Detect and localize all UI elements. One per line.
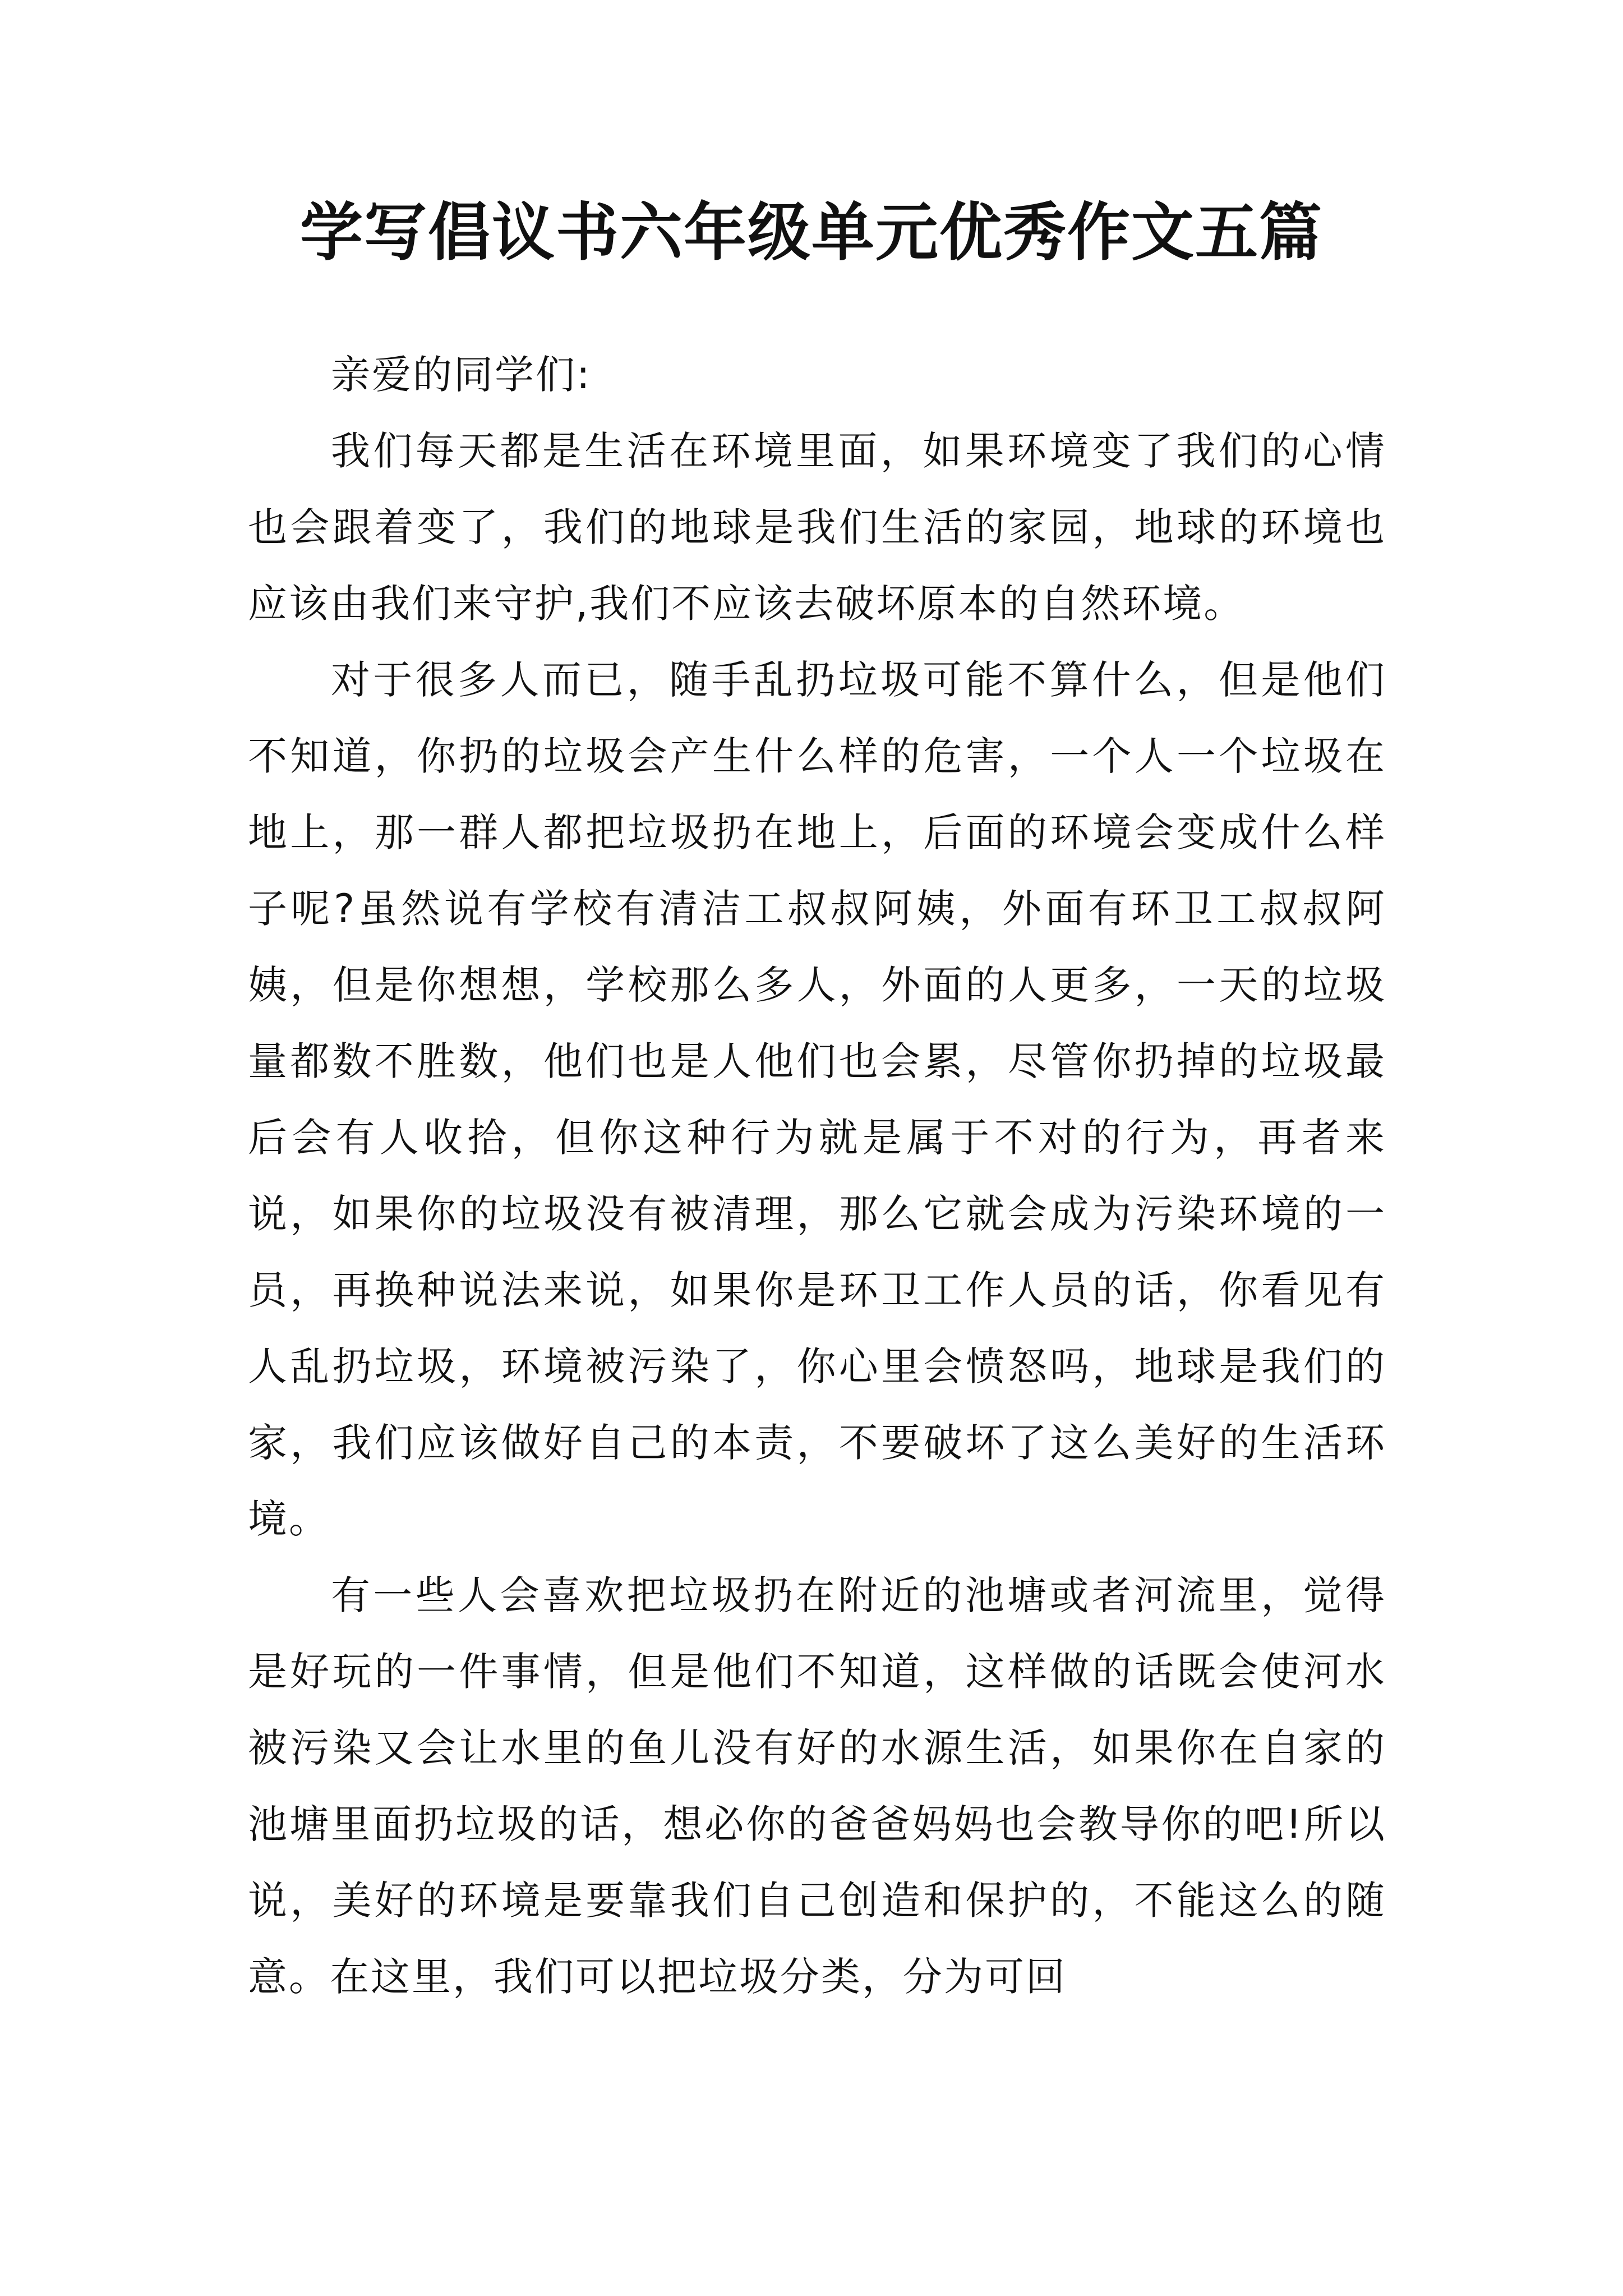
salutation: 亲爱的同学们: <box>331 352 592 398</box>
document-body <box>248 337 1386 2015</box>
document-title: 学写倡议书六年级单元优秀作文五篇 <box>300 196 1323 269</box>
paragraph-2: 对于很多人而已，随手乱扔垃圾可能不算什么，但是他们不知道，你扔的垃圾会产生什么样的危害，一个人一个垃圾在地上，那一群人都把垃圾扔在地上，后面的环境会变成什么样子呢?虽然说有学校有清洁工叔叔阿姨，外面有环卫工叔叔阿姨，但是你想想，学校那么多人，外面的人更多，一天的垃圾量都数不胜数，他们也是人他们也会累，尽管你扔掉的垃圾最后会有人收拾，但你这种行为就是属于不对的行为，再者来说，如果你的垃圾没有被清理，那么它就会成为污染环境的一员，再换种说法来说，如果你是环卫工作人员的话，你看见有人乱扔垃圾，环境被污染了，你心里会愤怒吗，地球是我们的家，我们应该做好自己的本责，不要破坏了这么美好的生活环境。 <box>248 657 1386 1542</box>
paragraph-1: 我们每天都是生活在环境里面，如果环境变了我们的心情也会跟着变了，我们的地球是我们生活的家园，地球的环境也应该由我们来守护,我们不应该去破坏原本的自然环境。 <box>248 428 1386 627</box>
paragraph-3: 有一些人会喜欢把垃圾扔在附近的池塘或者河流里，觉得是好玩的一件事情，但是他们不知道，这样做的话既会使河水被污染又会让水里的鱼儿没有好的水源生活，如果你在自家的池塘里面扔垃圾的话，想必你的爸爸妈妈也会教导你的吧!所以说，美好的环境是要靠我们自己创造和保护的，不能这么的随意。在这里，我们可以把垃圾分类，分为可回 <box>248 1572 1386 2000</box>
